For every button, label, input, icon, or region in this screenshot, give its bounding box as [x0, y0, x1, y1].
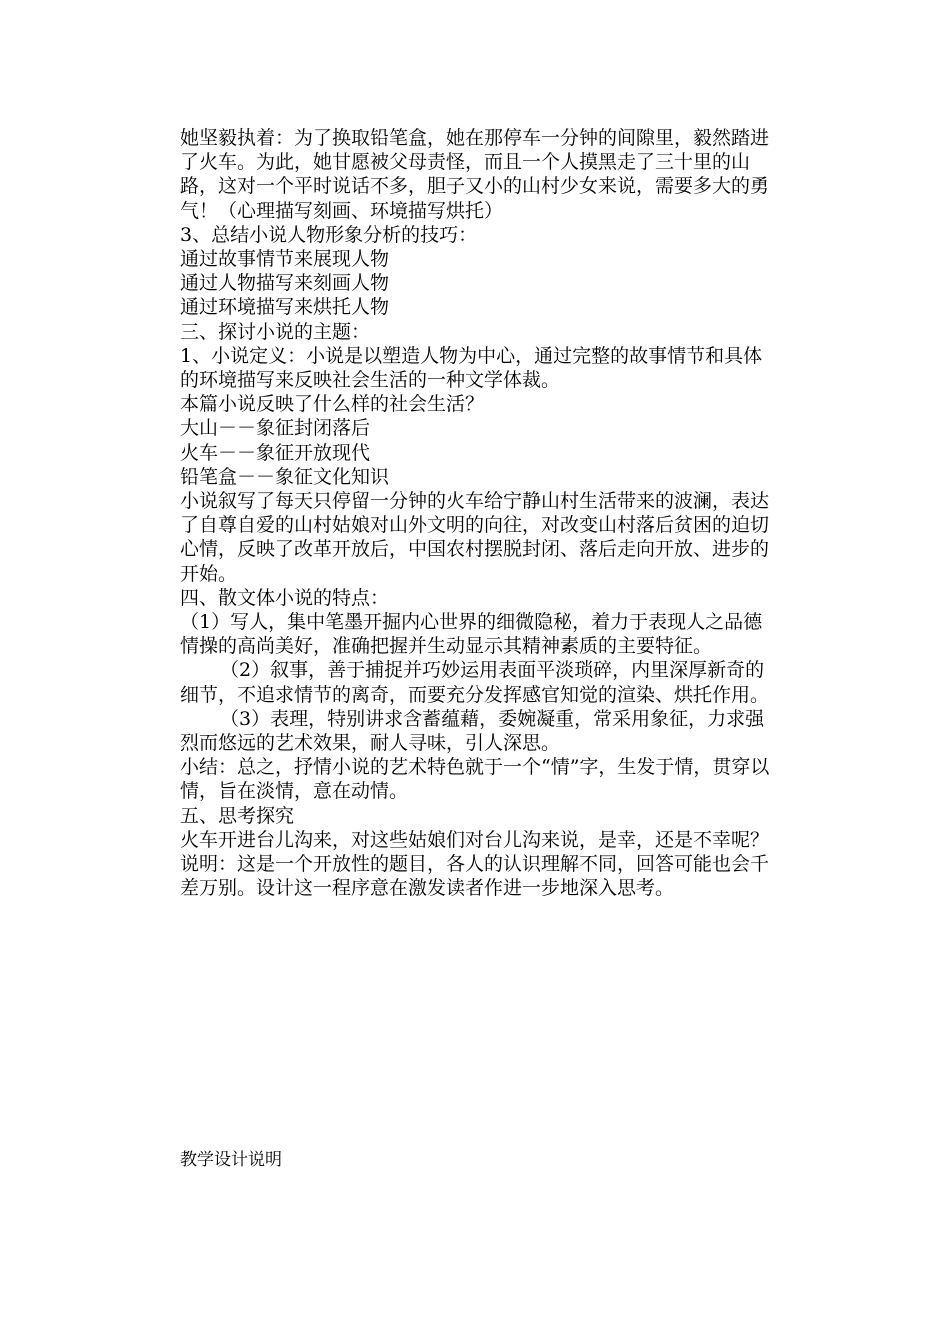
paragraph-inquiry-question: 火车开进台儿沟来，对这些姑娘们对台儿沟来说，是幸，还是不幸呢？ — [180, 828, 770, 851]
section-heading-inquiry: 五、思考探究 — [180, 804, 295, 827]
paragraph-courage: 她坚毅执着：为了换取铅笔盒，她在那停车一分钟的间隙里，毅然踏进了火车。为此，她甘愿被父母责怪，而且一个人摸黑走了三十里的山路，这对一个平时说话不多，胆子又小的山村少女来说，需要多大的勇气！（心理描写刻画、环境描写烘托） — [180, 127, 770, 222]
paragraph-technique-plot: 通过故事情节来展现人物 — [180, 248, 390, 271]
paragraph-feature-narration: （2）叙事，善于捕捉并巧妙运用表面平淡琐碎，内里深厚新奇的细节，不追求情节的离奇，而要充分发挥感官知觉的渲染、烘托作用。 — [180, 659, 770, 706]
paragraph-theme-summary: 小说叙写了每天只停留一分钟的火车给宁静山村生活带来的波澜，表达了自尊自爱的山村姑娘对山外文明的向往，对改变山村落后贫困的迫切心情，反映了改革开放后，中国农村摆脱封闭、落后走向开放、进步的开始。 — [180, 490, 770, 585]
document-body — [180, 126, 774, 901]
paragraph-feature-character: （1）写人，集中笔墨开掘内心世界的细微隐秘，着力于表现人之品德情操的高尚美好，准确把握并生动显示其精神素质的主要特征。 — [180, 611, 763, 658]
paragraph-question-society: 本篇小说反映了什么样的社会生活？ — [180, 393, 485, 416]
paragraph-inquiry-explanation: 说明：这是一个开放性的题目，各人的认识理解不同，回答可能也会千差万别。设计这一程序意在激发读者作进一步地深入思考。 — [180, 853, 770, 900]
paragraph-technique-description: 通过人物描写来刻画人物 — [180, 272, 390, 295]
paragraph-technique-environment: 通过环境描写来烘托人物 — [180, 296, 390, 319]
paragraph-feature-reasoning: （3）表理，特别讲求含蓄蕴藉，委婉凝重，常采用象征，力求强烈而悠远的艺术效果，耐人寻味，引人深思。 — [180, 707, 765, 755]
section-heading-theme: 三、探讨小说的主题： — [180, 320, 371, 343]
paragraph-symbol-pencil-box: 铅笔盒－－象征文化知识 — [180, 465, 390, 488]
paragraph-summary-heading: 3、总结小说人物形象分析的技巧： — [180, 223, 478, 246]
paragraph-symbol-mountain: 大山－－象征封闭落后 — [180, 417, 371, 440]
paragraph-conclusion: 小结：总之，抒情小说的艺术特色就于一个“情”字，生发于情，贯穿以情，旨在淡情，意在动情。 — [180, 756, 770, 803]
paragraph-symbol-train: 火车－－象征开放现代 — [180, 441, 371, 464]
section-title-design-notes: 教学设计说明 — [180, 1150, 282, 1170]
paragraph-novel-definition: 1、小说定义：小说是以塑造人物为中心，通过完整的故事情节和具体的环境描写来反映社会生活的一种文学体裁。 — [180, 344, 763, 392]
section-heading-prose-novel: 四、散文体小说的特点： — [180, 586, 390, 609]
